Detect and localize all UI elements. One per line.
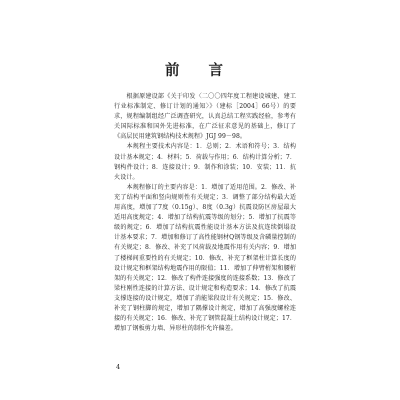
page-title: 前 言: [164, 62, 236, 79]
page-number: 4: [116, 363, 121, 371]
paragraph-revision-basis: 根据原建设部《关于印发〈二〇〇四年度工程建设城建、建工行业标准制定、修订计划的通知〉》（建标［2004］66号）的要求，规程编制组经广泛调查研究，认真总结工程实践经验，参考有关国际标准和国外先进标准，在广泛征求意见的基础上，修订了《高层民用建筑钢结构技术规程》JGJ 99－98。: [114, 93, 296, 141]
preface-body: [114, 92, 296, 334]
paragraph-revision-items: 本规程修订的主要内容是：1．增加了适用范围。2．修改、补充了结构平面和竖向规则性有关规定；3．调整了部分结构最大适用高度，增加了7度（0.15g）、8度（0.3g）抗震设防区房屋最大适用高度规定；4．增加了结构抗震等级的划分；5．增加了抗震等级的规定；6．增加了结构抗震性能设计基本方法及抗连续倒塌设计基本要求；7．增加和修订了高性能钢材Q钢等级及含磷量控制的有关规定；8．修改、补充了风荷载及地震作用有关内容；9．增加了楼梯间重要性的有关规定；10．修改、补充了框架柱计算长度的设计规定和框架结构地震作用的限值；11．增加了伸臂桁架和腰桁架的有关规定；12．修改了构件连接强度的连接系数；13．修改了梁柱刚性连接的计算方法、设计规定和构造要求；14．修改了抗震支撑连接的设计规定，增加了消能梁段设计有关规定；15．修改、补充了钢柱脚的规定，增加了隅撑设计规定，增加了高强度螺栓连接的有关规定；16．修改、补充了钢管混凝土结构设计规定；17．增加了钢板剪力墙、异形柱的制作允许偏差。: [114, 183, 296, 333]
paragraph-main-contents: 本规程主要技术内容是：1．总则；2．术语和符号；3．结构设计基本规定；4．材料；5．荷载与作用；6．结构计算分析；7．钢构件设计；8．连接设计；9．制作和涂装；10．安装；11．抗火设计。: [114, 143, 296, 181]
